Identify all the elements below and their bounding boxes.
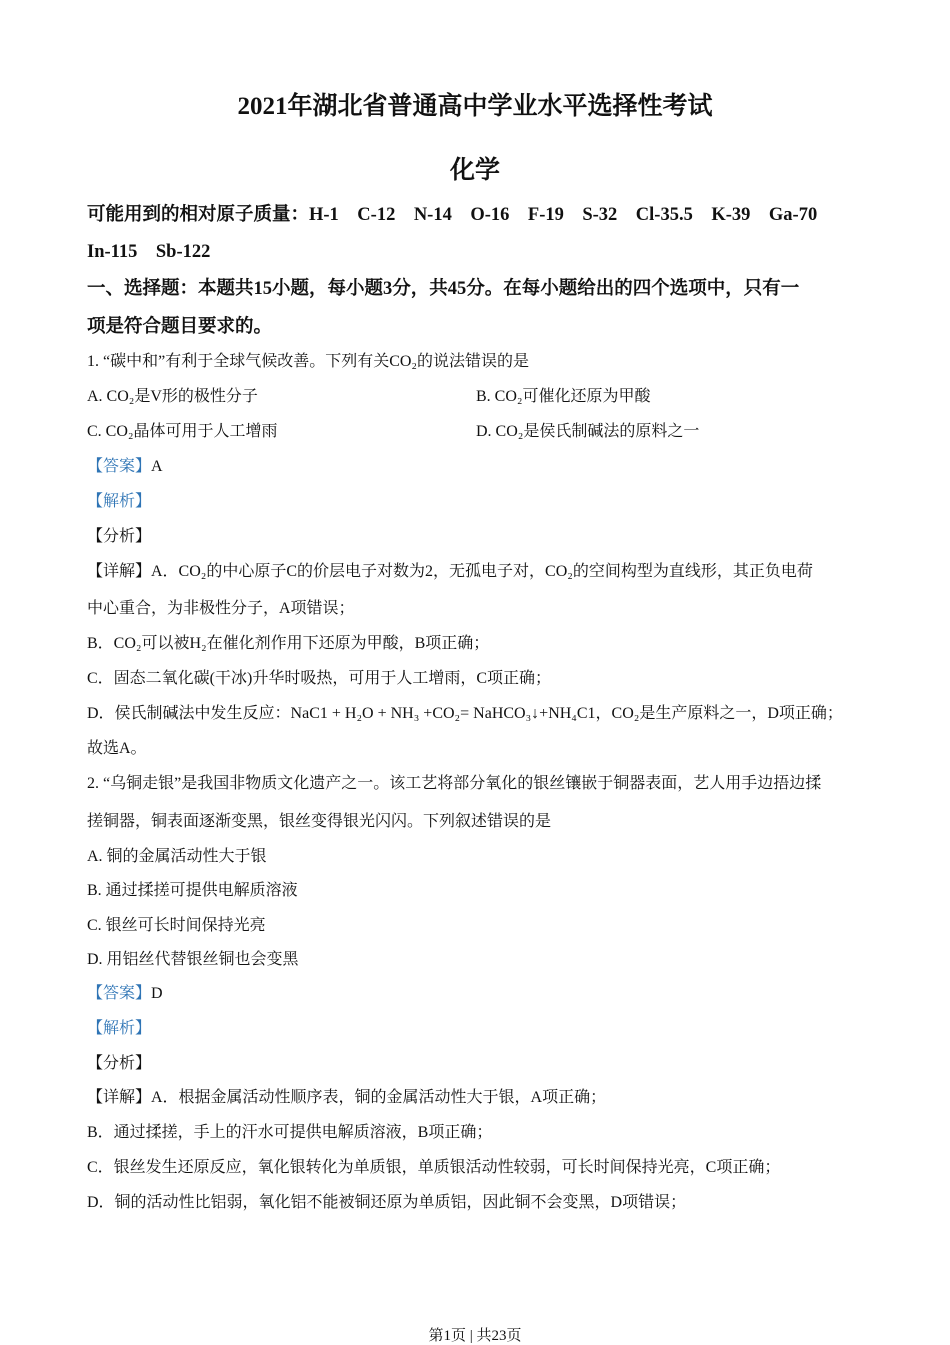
atomic-masses-cont: In-115 Sb-122 [87,242,211,262]
q1-answer [87,457,163,477]
q1-option-a: A. CO₂是V形的极性分子 [87,388,258,405]
q2-option-a: A. 铜的金属活动性大于银 [87,848,267,865]
q2-detail: B．通过揉搓，手上的汗水可提供电解质溶液，B项正确； [87,1124,493,1141]
answer-value: A [151,458,163,475]
q2-option-d: D. 用铝丝代替银丝铜也会变黑 [87,951,299,968]
q2-option-c: C. 银丝可长时间保持光亮 [87,917,266,934]
q1-analysis-label: 【解析】 [87,493,152,510]
page-footer: 第1页 | 共23页 [428,1328,522,1344]
q1-detail: B．CO₂可以被H₂在催化剂作用下还原为甲酸，B项正确； [87,635,490,652]
q2-stem-cont: 搓铜器，铜表面逐渐变黑，银丝变得银光闪闪。下列叙述错误的是 [87,813,552,830]
subject-title: 化学 [449,157,500,184]
section-heading: 一、选择题：本题共15小题，每小题3分，共45分。在每小题给出的四个选项中，只有一 [87,279,800,299]
atomic-masses: 可能用到的相对原子质量：H-1 C-12 N-14 O-16 F-19 S-32 Cl-35.5 K-39 Ga-70 [87,205,818,225]
section-heading-cont: 项是符合题目要求的。 [87,317,273,337]
q1-option-b: B. CO₂可催化还原为甲酸 [476,388,651,405]
q2-stem: 2. “乌铜走银”是我国非物质文化遗产之一。该工艺将部分氧化的银丝镶嵌于铜器表面，艺人用手边捂边揉 [87,775,822,792]
q2-analysis-label: 【解析】 [87,1020,152,1037]
answer-label: 【答案】 [87,985,152,1002]
answer-label: 【答案】 [87,458,152,475]
q2-detail: D．铜的活动性比铝弱，氧化铝不能被铜还原为单质铝，因此铜不会变黑，D项错误； [87,1194,687,1211]
q2-fenxi-label: 【分析】 [87,1055,152,1072]
q1-fenxi-label: 【分析】 [87,528,152,545]
answer-value: D [151,985,163,1002]
q1-detail: 故选A。 [87,740,147,757]
q2-detail: 【详解】A．根据金属活动性顺序表，铜的金属活动性大于银，A项正确； [87,1089,607,1106]
q1-option-c: C. CO₂晶体可用于人工增雨 [87,423,278,440]
q1-detail: 【详解】A．CO₂的中心原子C的价层电子对数为2，无孤电子对，CO₂的空间构型为直线形，其正负电荷 [87,563,813,580]
q2-detail: C．银丝发生还原反应，氧化银转化为单质银，单质银活动性较弱，可长时间保持光亮，C项正确； [87,1159,781,1176]
document-title: 2021年湖北省普通高中学业水平选择性考试 [237,93,713,120]
q1-detail: D．侯氏制碱法中发生反应：NaC1 + H₂O + NH₃ +CO₂= NaHCO₃↓+NH₄C1，CO₂是生产原料之一，D项正确； [87,705,843,722]
q1-detail: C．固态二氧化碳(干冰)升华时吸热，可用于人工增雨，C项正确； [87,670,552,687]
q2-option-b: B. 通过揉搓可提供电解质溶液 [87,882,298,899]
q1-option-d: D. CO₂是侯氏制碱法的原料之一 [476,423,700,440]
q1-detail: 中心重合，为非极性分子，A项错误； [87,600,355,617]
q1-stem: 1. “碳中和”有利于全球气候改善。下列有关CO₂的说法错误的是 [87,353,530,370]
q2-answer [87,984,163,1004]
